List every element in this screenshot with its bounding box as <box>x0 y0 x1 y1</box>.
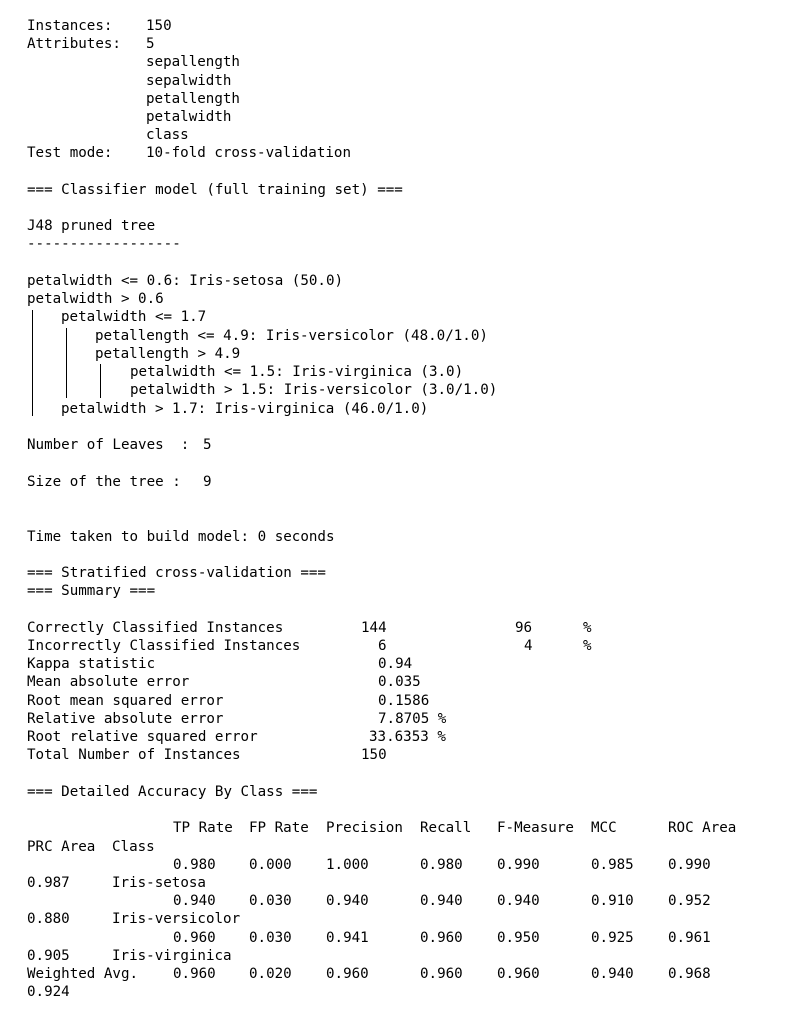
table-cell: 0.987 <box>27 875 70 891</box>
table-cell: 0.961 <box>668 930 711 946</box>
class-name: Iris-setosa <box>112 875 206 891</box>
column-header: Recall <box>420 820 472 836</box>
table-cell: 0.990 <box>497 857 540 873</box>
attribute-name: class <box>146 127 189 143</box>
table-cell: 0.940 <box>326 893 369 909</box>
table-cell: 0.940 <box>420 893 463 909</box>
summary-label: Incorrectly Classified Instances <box>27 638 301 654</box>
tree-size-value: 9 <box>203 474 212 490</box>
table-cell: 0.960 <box>326 966 369 982</box>
table-cell: 0.925 <box>591 930 634 946</box>
table-cell: 0.950 <box>497 930 540 946</box>
table-cell: 0.960 <box>420 930 463 946</box>
summary-label: Mean absolute error <box>27 674 190 690</box>
attribute-name: petallength <box>146 91 240 107</box>
tree-node: petalwidth > 0.6 <box>27 291 164 307</box>
accuracy-title: === Detailed Accuracy By Class === <box>27 784 318 800</box>
percent-unit: % <box>583 638 592 654</box>
instances-value: 150 <box>146 18 172 34</box>
table-cell: 0.905 <box>27 948 70 964</box>
tree-node: petalwidth > 1.7: Iris-virginica (46.0/1.0) <box>61 401 429 417</box>
percent-unit: % <box>583 620 592 636</box>
table-cell: 0.960 <box>173 966 216 982</box>
tree-name: J48 pruned tree <box>27 218 156 234</box>
attribute-name: sepalwidth <box>146 73 232 89</box>
tree-node: petallength <= 4.9: Iris-versicolor (48.0/1.0) <box>95 328 488 344</box>
weighted-avg-label: Weighted Avg. <box>27 966 139 982</box>
table-cell: 0.952 <box>668 893 711 909</box>
table-cell: 0.941 <box>326 930 369 946</box>
summary-label: Kappa statistic <box>27 656 156 672</box>
table-cell: 0.910 <box>591 893 634 909</box>
table-cell: 0.030 <box>249 893 292 909</box>
summary-value: 7.8705 % <box>378 711 447 727</box>
column-header: Class <box>112 839 155 855</box>
leaves-label: Number of Leaves : <box>27 437 190 453</box>
summary-label: Root relative squared error <box>27 729 258 745</box>
attribute-name: petalwidth <box>146 109 232 125</box>
tree-guide-line <box>100 364 101 398</box>
column-header: MCC <box>591 820 617 836</box>
table-cell: 1.000 <box>326 857 369 873</box>
summary-value: 0.035 <box>378 674 421 690</box>
attribute-name: sepallength <box>146 54 240 70</box>
table-cell: 0.020 <box>249 966 292 982</box>
time-taken: Time taken to build model: 0 seconds <box>27 529 335 545</box>
tree-size-label: Size of the tree : <box>27 474 181 490</box>
test-mode-value: 10-fold cross-validation <box>146 145 351 161</box>
table-cell: 0.940 <box>173 893 216 909</box>
summary-label: Relative absolute error <box>27 711 224 727</box>
summary-percent: 4 <box>524 638 533 654</box>
summary-label: Correctly Classified Instances <box>27 620 284 636</box>
table-cell: 0.985 <box>591 857 634 873</box>
model-section-title: === Classifier model (full training set) === <box>27 182 403 198</box>
tree-underline: ------------------ <box>27 236 181 252</box>
summary-label: Total Number of Instances <box>27 747 241 763</box>
summary-title: === Summary === <box>27 583 156 599</box>
summary-percent: 96 <box>515 620 533 636</box>
tree-node: petalwidth <= 0.6: Iris-setosa (50.0) <box>27 273 344 289</box>
column-header: PRC Area <box>27 839 96 855</box>
table-cell: 0.000 <box>249 857 292 873</box>
summary-value: 150 <box>361 747 387 763</box>
table-cell: 0.960 <box>497 966 540 982</box>
column-header: Precision <box>326 820 403 836</box>
table-cell: 0.940 <box>497 893 540 909</box>
column-header: ROC Area <box>668 820 737 836</box>
table-cell: 0.980 <box>173 857 216 873</box>
table-cell: 0.980 <box>420 857 463 873</box>
table-cell: 0.940 <box>591 966 634 982</box>
attributes-label: Attributes: <box>27 36 121 52</box>
summary-label: Root mean squared error <box>27 693 224 709</box>
table-cell: 0.968 <box>668 966 711 982</box>
summary-value: 0.1586 <box>378 693 430 709</box>
class-name: Iris-virginica <box>112 948 232 964</box>
summary-value: 6 <box>378 638 387 654</box>
column-header: FP Rate <box>249 820 309 836</box>
table-cell: 0.990 <box>668 857 711 873</box>
summary-value: 144 <box>361 620 387 636</box>
cv-title: === Stratified cross-validation === <box>27 565 326 581</box>
column-header: F-Measure <box>497 820 574 836</box>
summary-value: 33.6353 % <box>369 729 446 745</box>
tree-guide-line <box>32 310 33 416</box>
tree-node: petalwidth <= 1.5: Iris-virginica (3.0) <box>130 364 464 380</box>
tree-node: petalwidth <= 1.7 <box>61 309 207 325</box>
test-mode-label: Test mode: <box>27 145 113 161</box>
summary-value: 0.94 <box>378 656 413 672</box>
table-cell: 0.960 <box>420 966 463 982</box>
class-name: Iris-versicolor <box>112 911 241 927</box>
table-cell: 0.960 <box>173 930 216 946</box>
table-cell: 0.030 <box>249 930 292 946</box>
attributes-value: 5 <box>146 36 155 52</box>
table-cell: 0.924 <box>27 984 70 1000</box>
table-cell: 0.880 <box>27 911 70 927</box>
tree-node: petalwidth > 1.5: Iris-versicolor (3.0/1.0) <box>130 382 498 398</box>
instances-label: Instances: <box>27 18 113 34</box>
column-header: TP Rate <box>173 820 233 836</box>
tree-guide-line <box>66 328 67 398</box>
leaves-value: 5 <box>203 437 212 453</box>
tree-node: petallength > 4.9 <box>95 346 241 362</box>
